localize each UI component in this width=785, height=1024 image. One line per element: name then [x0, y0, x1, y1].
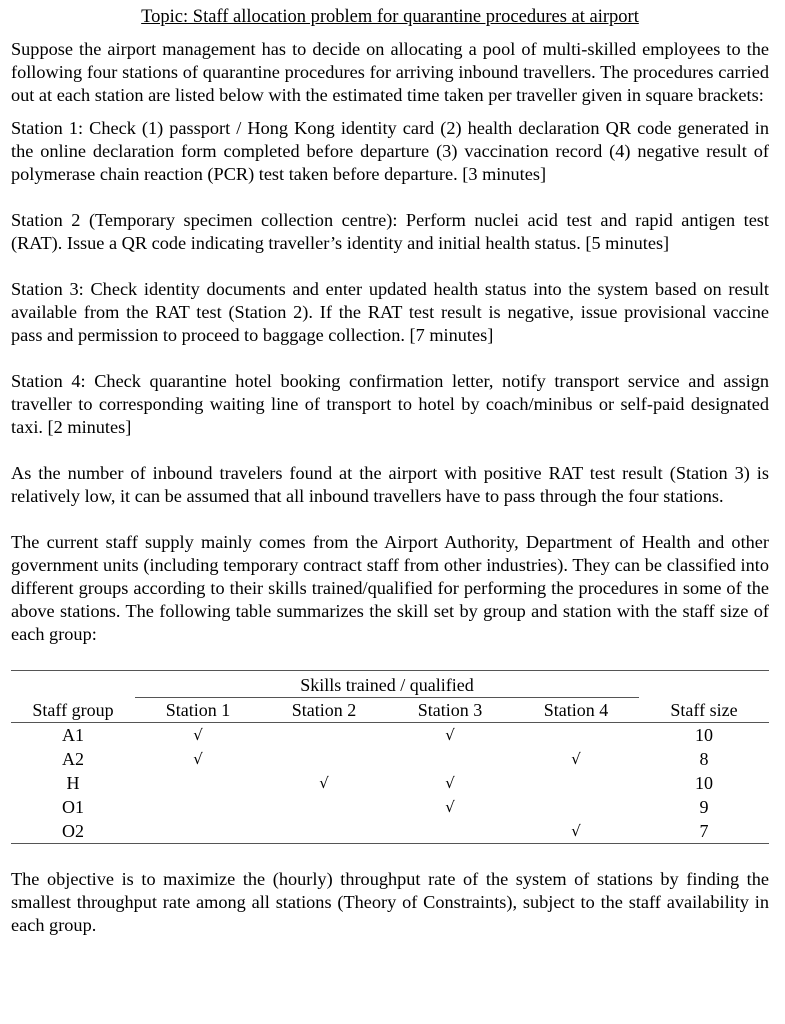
station-1-check: √ [193, 726, 203, 744]
station-1-check [135, 795, 261, 819]
staff-group-cell: H [66, 773, 80, 793]
table-row [11, 771, 769, 795]
station-2-check [261, 795, 387, 819]
skills-table [11, 670, 769, 844]
staff-group-cell: O2 [11, 819, 135, 844]
table-row [11, 723, 769, 748]
column-header-station-1: Station 1 [135, 698, 261, 723]
table-row [11, 747, 769, 771]
document-title: Topic: Staff allocation problem for quarantine procedures at airport [141, 7, 639, 27]
staff-group-cell: A2 [62, 749, 84, 769]
station-1-paragraph: Station 1: Check (1) passport / Hong Kong identity card (2) health declaration QR code generated in the online declaration form completed before departure (3) vaccination record (4) negative result of polymerase chain reaction (PCR) test taken before departure. [3 minutes] [11, 118, 769, 184]
station-3-check: √ [445, 798, 455, 816]
column-header-station-3: Station 3 [387, 698, 513, 723]
document-page [11, 6, 769, 937]
station-2-check: √ [319, 774, 329, 792]
column-header-staff-size: Staff size [639, 698, 769, 723]
station-3-check [387, 819, 513, 844]
station-3-check [387, 747, 513, 771]
staff-size-cell: 8 [699, 749, 709, 769]
station-3-check: √ [445, 726, 455, 744]
station-4-check [513, 771, 639, 795]
station-2-check [261, 747, 387, 771]
station-3-check: √ [445, 774, 455, 792]
station-4-paragraph: Station 4: Check quarantine hotel booking confirmation letter, notify transport service and assign traveller to corresponding waiting line of transport to hotel by coach/minibus or self-paid designated taxi. [2 minutes] [11, 371, 769, 437]
staff-group-cell: O1 [62, 797, 84, 817]
intro-paragraph: Suppose the airport management has to decide on allocating a pool of multi-skilled employees to the following four stations of quarantine procedures for arriving inbound travellers. The procedures carried out at each station are listed below with the estimated time taken per traveller given in square brackets: [11, 39, 769, 105]
staff-size-cell: 10 [695, 773, 713, 793]
station-2-paragraph: Station 2 (Temporary specimen collection centre): Perform nuclei acid test and rapid antigen test (RAT). Issue a QR code indicating traveller’s identity and initial health status. [5 minutes] [11, 210, 769, 253]
objective-paragraph: The objective is to maximize the (hourly) throughput rate of the system of stations by finding the smallest throughput rate among all stations (Theory of Constraints), subject to the staff availability in each group. [11, 869, 769, 935]
table-row [11, 795, 769, 819]
station-1-check [135, 771, 261, 795]
staff-group-cell: A1 [62, 725, 84, 745]
staff-supply-paragraph: The current staff supply mainly comes from the Airport Authority, Department of Health and other government units (including temporary contract staff from other industries). They can be classified into different groups according to their skills trained/qualified for performing the procedures in some of the above stations. The following table summarizes the skill set by group and station with the staff size of each group: [11, 532, 769, 644]
station-4-check [513, 723, 639, 748]
table-row [11, 819, 769, 844]
station-4-check: √ [571, 750, 581, 768]
station-1-check: √ [193, 750, 203, 768]
station-3-paragraph: Station 3: Check identity documents and enter updated health status into the system based on result available from the RAT test (Station 2). If the RAT test result is negative, issue provisional vaccine pass and permission to proceed to baggage collection. [7 minutes] [11, 279, 769, 345]
staff-size-cell: 7 [639, 819, 769, 844]
table-header-row [11, 698, 769, 723]
staff-size-cell: 10 [695, 725, 713, 745]
column-header-station-2: Station 2 [261, 698, 387, 723]
staff-size-cell: 9 [699, 797, 709, 817]
station-2-check [261, 723, 387, 748]
station-1-check [135, 819, 261, 844]
column-header-staff-group: Staff group [11, 698, 135, 723]
station-4-check: √ [513, 819, 639, 844]
column-header-station-4: Station 4 [513, 698, 639, 723]
skills-group-header: Skills trained / qualified [135, 673, 639, 698]
assumption-paragraph: As the number of inbound travelers found at the airport with positive RAT test result (Station 3) is relatively low, it can be assumed that all inbound travellers have to pass through the four stations. [11, 463, 769, 506]
station-4-check [513, 795, 639, 819]
station-2-check [261, 819, 387, 844]
